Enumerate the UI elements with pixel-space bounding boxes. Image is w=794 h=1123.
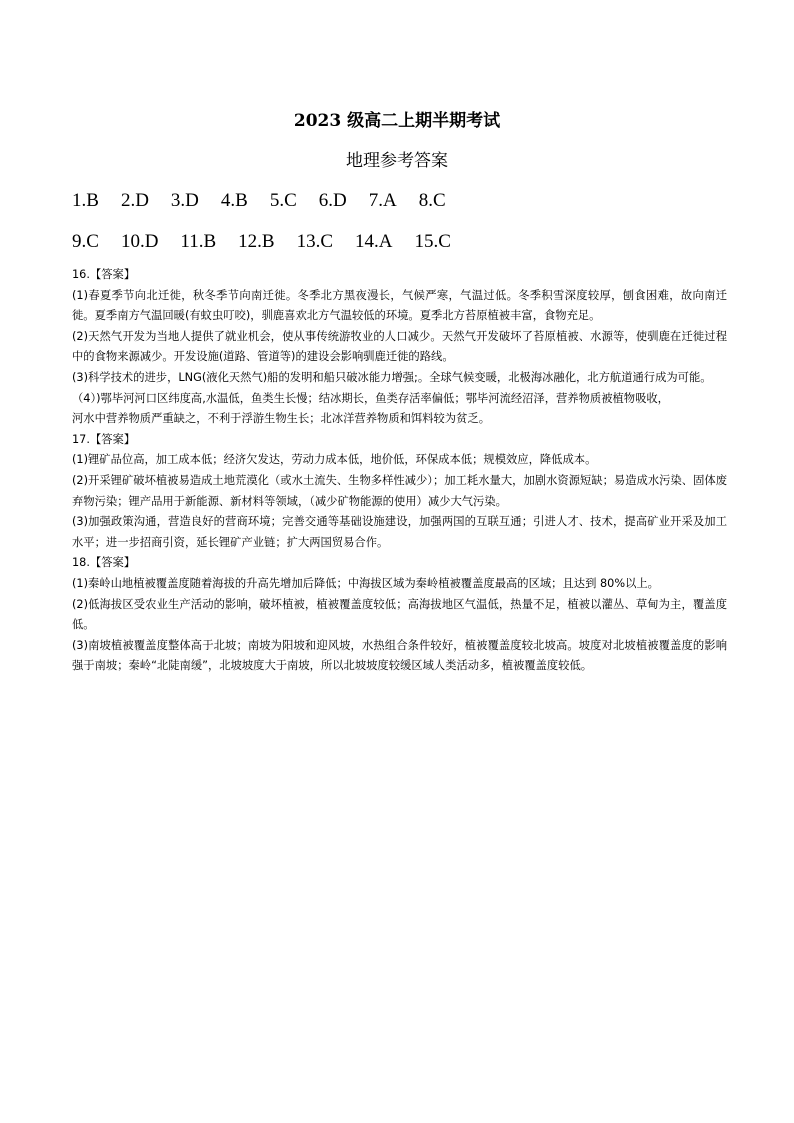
choice-answer: 10.D <box>120 231 159 252</box>
choice-answer: 2.D <box>120 190 149 211</box>
choice-answer: 3.D <box>170 190 199 211</box>
q18-answer-1: (1)秦岭山地植被覆盖度随着海拔的升高先增加后降低；中海拔区域为秦岭植被覆盖度最高的区域；且达到 80%以上。 <box>72 576 659 590</box>
choice-answer: 11.B <box>180 231 217 252</box>
choice-answer: 14.A <box>355 231 393 252</box>
q18-heading: 18.【答案】 <box>72 556 136 570</box>
q16-answer-1: (1)春夏季节向北迁徙，秋冬季节向南迁徙。冬季北方黑夜漫长，气候严寒，气温过低。冬季积雪深度较厚，刨食困难，故向南迁徙。夏季南方气温回暖(有蚊虫叮咬)，驯鹿喜欢北方气温较低的环境。夏季北方苔原植被丰富，食物充足。 <box>72 288 727 323</box>
choice-answer: 13.C <box>296 231 334 252</box>
q17-heading: 17.【答案】 <box>72 432 136 446</box>
q16-answer-4-line-1: （4）)鄂毕河河口区纬度高,水温低，鱼类生长慢；结冰期长，鱼类存活率偏低；鄂毕河流经沼泽，营养物质被植物吸收， <box>72 391 669 405</box>
choice-answer: 7.A <box>368 190 397 211</box>
q17-answer-3: (3)加强政策沟通，营造良好的营商环境；完善交通等基础设施建设，加强两国的互联互通；引进人才、技术，提高矿业开采及加工水平；进一步招商引资，延长锂矿产业链；扩大两国贸易合作。 <box>72 515 727 549</box>
choice-answer: 5.C <box>269 190 297 211</box>
choice-answers-row-1 <box>72 190 468 212</box>
q18-answer-3: (3)南坡植被覆盖度整体高于北坡；南坡为阳坡和迎风坡，水热组合条件较好，植被覆盖度较北坡高。坡度对北坡植被覆盖度的影响强于南坡；秦岭“北陡南缓”，北坡坡度大于南坡，所以北坡坡度较缓区域人类活动多，植被覆盖度较低。 <box>72 638 727 673</box>
choice-answer: 12.B <box>238 231 275 252</box>
page-subtitle: 地理参考答案 <box>346 151 448 171</box>
q18-answer-2: (2)低海拔区受农业生产活动的影响，破坏植被，植被覆盖度较低；高海拔地区气温低，热量不足，植被以灌丛、草甸为主，覆盖度低。 <box>72 597 727 632</box>
q16-answer-2: (2)天然气开发为当地人提供了就业机会，使从事传统游牧业的人口减少。天然气开发破坏了苔原植被、水源等，使驯鹿在迁徙过程中的食物来源减少。开发设施(道路、管道等)的建设会影响驯鹿迁徙的路线。 <box>72 329 727 364</box>
q17-answer-1: (1)锂矿品位高，加工成本低；经济欠发达，劳动力成本低，地价低，环保成本低；规模效应，降低成本。 <box>72 453 597 467</box>
choice-answer: 15.C <box>414 231 451 252</box>
q16-answer-4-line-2: 河水中营养物质严重缺之，不利于浮游生物生长；北冰洋营养物质和饵料较为贫乏。 <box>72 412 490 426</box>
choice-answer: 6.D <box>318 190 347 211</box>
choice-answer: 9.C <box>72 231 99 252</box>
q17-answer-2: (2)开采锂矿破坏植被易造成土地荒漠化（或水土流失、生物多样性减少）；加工耗水量大，加剧水资源短缺；易造成水污染、固体废弃物污染；锂产品用于新能源、新材料等领域，（减少矿物能源的使用）减少大气污染。 <box>72 473 727 508</box>
choice-answer: 8.C <box>418 190 446 211</box>
q16-heading: 16.【答案】 <box>72 268 136 281</box>
page-title: 2023 级高二上期半期考试 <box>293 111 501 131</box>
choice-answer: 1.B <box>72 190 99 211</box>
answer-body <box>72 265 727 677</box>
q16-answer-3: (3)科学技术的进步，LNG(液化天然气)船的发明和船只破冰能力增强;。全球气候变暖，北极海冰融化，北方航道通行成为可能。 <box>72 370 712 384</box>
choice-answers-row-2 <box>72 231 473 253</box>
choice-answer: 4.B <box>220 190 248 211</box>
